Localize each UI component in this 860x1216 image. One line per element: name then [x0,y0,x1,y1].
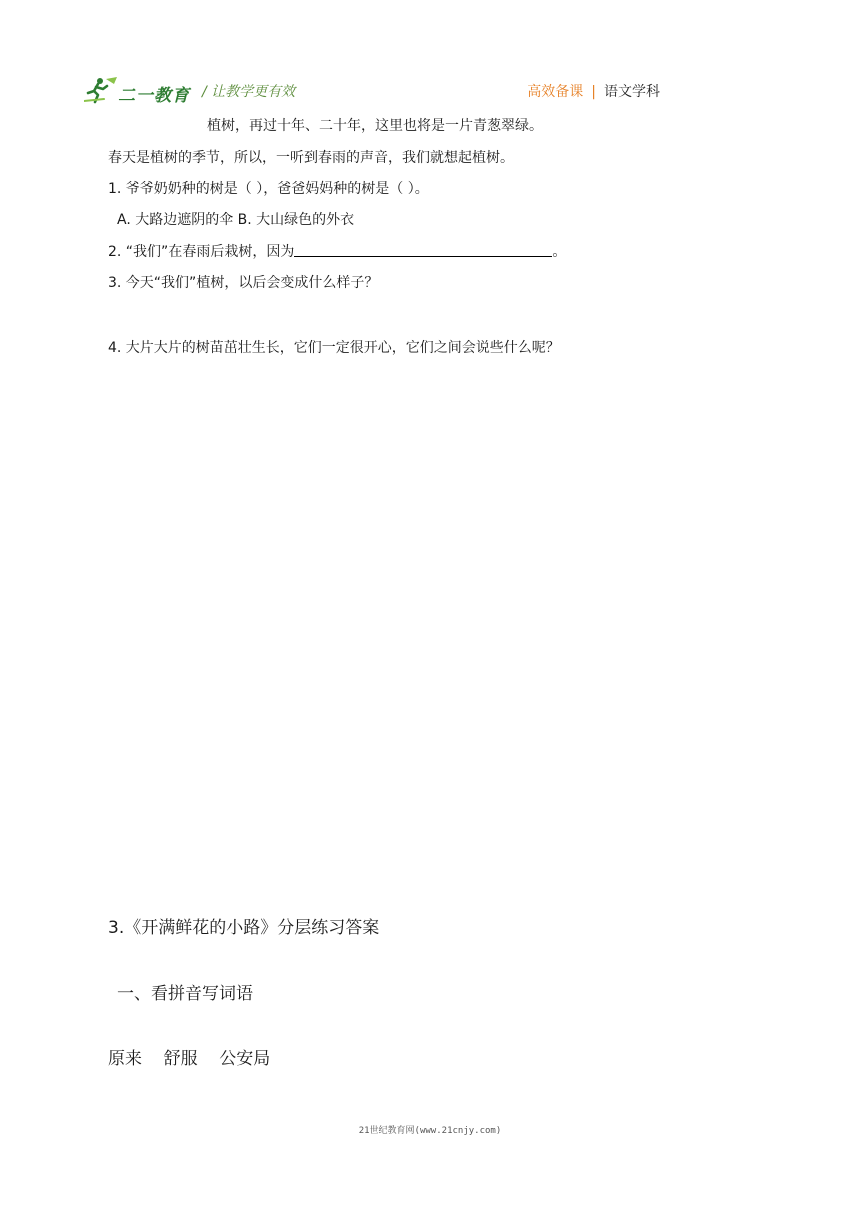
runner-logo-icon [84,76,120,104]
question-2-end: 。 [552,244,567,260]
passage-line-2: 春天是植树的季节，所以，一听到春雨的声音，我们就想起植树。 [108,150,514,166]
answer-blank[interactable] [294,242,552,257]
page-footer: 21世纪教育网(www.21cnjy.com) [358,1126,502,1136]
answers-title: 3.《开满鲜花的小路》分层练习答案 [108,918,380,938]
page-header [84,74,660,106]
header-label-orange: 高效备课 [527,84,584,100]
answers-section-1: 一、看拼音写词语 [117,984,253,1004]
question-1: 1. 爷爷奶奶种的树是（ ），爸爸妈妈种的树是（ ）。 [108,181,429,197]
slogan: / 让教学更有效 [202,84,296,100]
question-2 [108,242,566,262]
question-1-options: A. 大路边遮阴的伞 B. 大山绿色的外衣 [117,212,355,228]
logo [84,76,194,104]
header-separator: | [591,84,596,100]
question-2-text: 2. “我们”在春雨后栽树，因为 [108,244,295,260]
header-right [527,81,660,101]
question-3: 3. 今天“我们”植树，以后会变成什么样子？ [108,275,379,291]
question-4: 4. 大片大片的树苗茁壮生长，它们一定很开心，它们之间会说些什么呢？ [108,340,560,356]
logo-text: 二一教育 [118,86,190,106]
passage-line-1: 植树，再过十年、二十年，这里也将是一片青葱翠绿。 [207,118,543,134]
answers-words: 原来 舒服 公安局 [108,1049,271,1069]
header-subject: 语文学科 [604,84,660,100]
